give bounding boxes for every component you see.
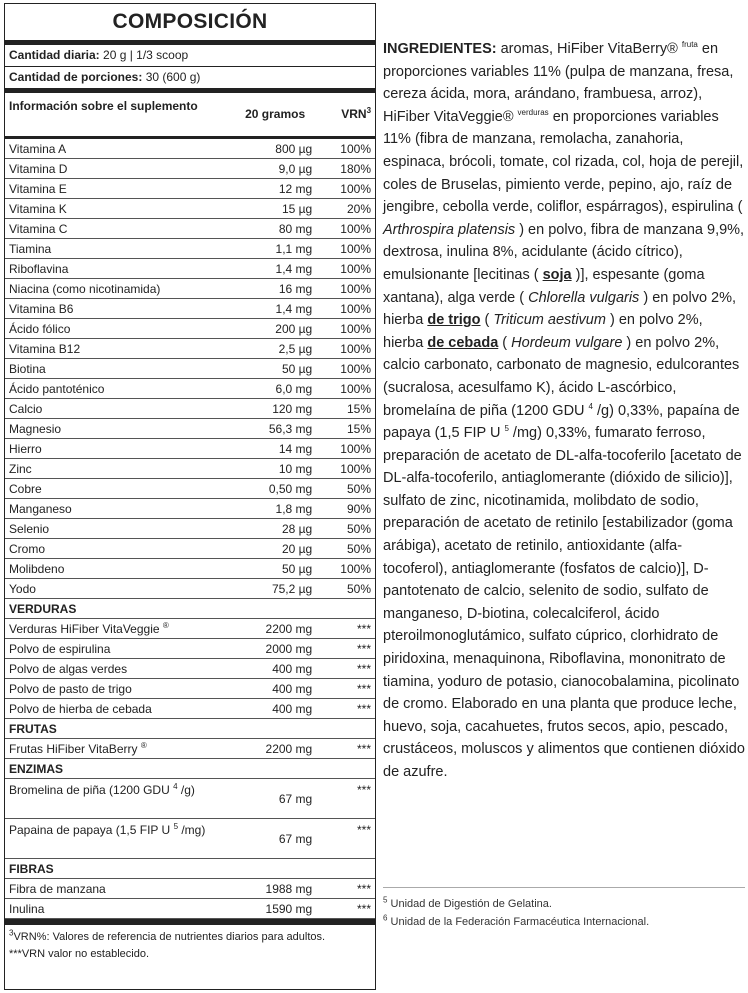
nutrient-vrn: 100% — [340, 142, 371, 156]
footnote-vrn: $^3$VRN%: Valores de referencia de nutrientes diarios para adultos. ***VRN valor no establecido. — [9, 928, 326, 960]
nutrient-amount: 67 mg — [278, 832, 313, 846]
nutrient-vrn: 100% — [340, 322, 371, 336]
table-row — [5, 639, 375, 659]
nutrient-vrn: *** — [356, 662, 371, 676]
nutrient-name: Molibdeno — [9, 562, 65, 576]
table-row — [5, 339, 375, 359]
nutrient-name: Ácido fólico — [9, 322, 71, 336]
table-row — [5, 579, 375, 599]
header-info: Información sobre el suplemento — [9, 99, 198, 113]
nutrient-vrn: 20% — [346, 202, 371, 216]
nutrient-vrn: 50% — [346, 522, 371, 536]
section-fibras: FIBRAS — [5, 859, 375, 879]
nutrient-amount: 2,5 µg — [278, 342, 313, 356]
nutrient-name: Magnesio — [9, 422, 62, 436]
nutrient-name: Bromelina de piña (1200 GDU $^4$ /g) — [9, 782, 195, 797]
nutrient-amount: 20 µg — [281, 542, 313, 556]
enzimas-list — [5, 779, 375, 859]
table-row — [5, 299, 375, 319]
nutrient-vrn: 100% — [340, 462, 371, 476]
footnote-5: $^5$ Unidad de Digestión de Gelatina. — [383, 895, 552, 910]
vitamins-list — [5, 139, 375, 599]
nutrient-amount: 400 mg — [272, 682, 313, 696]
nutrient-name: Vitamina A — [9, 142, 67, 156]
nutrient-amount: 1988 mg — [265, 882, 313, 896]
nutrient-vrn: *** — [356, 702, 371, 716]
table-row — [5, 399, 375, 419]
section-frutas: FRUTAS — [5, 719, 375, 739]
nutrient-amount: 1,4 mg — [275, 262, 313, 276]
nutrient-name: Selenio — [9, 522, 50, 536]
nutrient-amount: 200 µg — [275, 322, 313, 336]
table-row — [5, 459, 375, 479]
nutrient-name: Cromo — [9, 542, 46, 556]
nutrient-name: Inulina — [9, 902, 45, 916]
nutrient-name: Polvo de hierba de cebada — [9, 702, 152, 716]
table-row — [5, 819, 375, 859]
nutrient-amount: 2200 mg — [265, 742, 313, 756]
nutrient-name: Papaina de papaya (1,5 FIP U $^5$ /mg) — [9, 822, 206, 837]
table-row — [5, 419, 375, 439]
table-row — [5, 159, 375, 179]
nutrient-vrn: *** — [356, 682, 371, 696]
nutrient-vrn: 100% — [340, 302, 371, 316]
nutrient-amount: 1,8 mg — [275, 502, 313, 516]
nutrient-name: Niacina (como nicotinamida) — [9, 282, 161, 296]
nutrient-vrn: 100% — [340, 262, 371, 276]
nutrient-amount: 14 mg — [278, 442, 313, 456]
table-row — [5, 359, 375, 379]
nutrient-name: Calcio — [9, 402, 43, 416]
nutrient-amount: 1,1 mg — [275, 242, 313, 256]
nutrient-vrn: 50% — [346, 482, 371, 496]
table-row — [5, 679, 375, 699]
table-row — [5, 199, 375, 219]
nutrient-amount: 0,50 mg — [268, 482, 313, 496]
nutrient-vrn: 100% — [340, 562, 371, 576]
nutrient-vrn: 100% — [340, 182, 371, 196]
servings-amount: Cantidad de porciones: 30 (600 g) — [9, 70, 201, 84]
nutrient-vrn: *** — [356, 823, 371, 837]
header-vrn: VRN$^3$ — [341, 106, 372, 121]
table-row — [5, 779, 375, 819]
nutrient-amount: 1590 mg — [265, 902, 313, 916]
frutas-list — [5, 739, 375, 759]
allergen-cebada: de cebada — [427, 334, 499, 351]
nutrient-name: Polvo de algas verdes — [9, 662, 128, 676]
table-row — [5, 879, 375, 899]
nutrient-amount: 1,4 mg — [275, 302, 313, 316]
nutrient-name: Frutas HiFiber VitaBerry ® — [9, 741, 147, 756]
nutrient-vrn: 100% — [340, 222, 371, 236]
table-row — [5, 659, 375, 679]
allergen-trigo: de trigo — [427, 312, 481, 329]
footnote-divider — [383, 887, 745, 888]
nutrient-vrn: 100% — [340, 382, 371, 396]
verduras-list — [5, 619, 375, 719]
nutrient-vrn: 15% — [346, 422, 371, 436]
nutrient-amount: 56,3 mg — [268, 422, 313, 436]
nutrient-amount: 67 mg — [278, 792, 313, 806]
nutrient-amount: 10 mg — [278, 462, 313, 476]
nutrient-name: Hierro — [9, 442, 42, 456]
table-row — [5, 619, 375, 639]
composition-panel — [4, 3, 376, 990]
table-row — [5, 259, 375, 279]
nutrient-vrn: *** — [356, 882, 371, 896]
nutrient-vrn: *** — [356, 742, 371, 756]
nutrient-name: Riboflavina — [9, 262, 69, 276]
nutrient-name: Ácido pantoténico — [9, 382, 105, 396]
nutrient-amount: 80 mg — [278, 222, 313, 236]
nutrient-vrn: 50% — [346, 582, 371, 596]
nutrient-name: Yodo — [9, 582, 36, 596]
table-row — [5, 179, 375, 199]
nutrient-amount: 2000 mg — [265, 642, 313, 656]
nutrient-amount: 120 mg — [272, 402, 313, 416]
nutrient-amount: 400 mg — [272, 662, 313, 676]
table-row — [5, 239, 375, 259]
table-row — [5, 539, 375, 559]
nutrient-vrn: *** — [356, 902, 371, 916]
nutrient-vrn: 100% — [340, 282, 371, 296]
nutrient-vrn: *** — [356, 642, 371, 656]
table-row — [5, 219, 375, 239]
table-row — [5, 739, 375, 759]
nutrient-amount: 12 mg — [278, 182, 313, 196]
table-row — [5, 319, 375, 339]
nutrient-amount: 28 µg — [281, 522, 313, 536]
nutrient-amount: 6,0 mg — [275, 382, 313, 396]
nutrient-vrn: 50% — [346, 542, 371, 556]
table-row — [5, 899, 375, 919]
nutrient-name: Biotina — [9, 362, 46, 376]
ingredients-text: INGREDIENTES: aromas, HiFiber VitaBerry® $^{fruta}$ en proporciones variables 11% (pulpa de manzana, fresa, cereza ácida, mora, arándano, frambuesa, arroz), HiFiber VitaVeggie® $^{verduras}$ en proporciones variables 11% (fibra de manzana, remolacha, zanahoria, espinaca, brócoli, tomate, col rizada, col, hoja de perejil, coles de Bruselas, pimiento verde, pepino, ajo, raíz de jengibre, cebolla verde, coliflor, espárragos), espirulina ( Arthrospira platensis ) en polvo, fibra de manzana 9,9%, dextrosa, inulina 8%, acidulante (ácido cítrico), emulsionante [lecitinas ( soja )], espesante (goma xantana), alga verde ( Chlorella vulgaris ) en polvo 2%, hierba de trigo ( Triticum aestivum ) en polvo 2%, hierba de cebada ( Hordeum vulgare ) en polvo 2%, calcio carbonato, carbonato de magnesio, edulcorantes (sucralosa, acesulfamo K), ácido L-ascórbico, bromelaína de piña (1200 GDU $^4$ /g) 0,33%, papaína de papaya (1,5 FIP U $^5$ /mg) 0,33%, fumarato ferroso, preparación de acetato de DL-alfa-tocoferilo [acetato de DL-alfa-tocoferilo, antiaglomerante (dióxido de silicio)], sulfato de zinc, nicotinamida, molibdato de sodio, preparación de acetato de retinilo [estabilizador (goma arábiga), acetato de retinilo, antioxidante (alfa-tocoferol), antiaglomerante (fosfatos de calcio)], D-pantotenato de calcio, selenito de sodio, sulfato de manganeso, D-biotina, colecalciferol, ácido pteroilmonoglutámico, sulfato cúprico, clorhidrato de piridoxina, menaquinona, Riboflavina, mononitrato de tiamina, yoduro de potasio, cianocobalamina, picolinato de cromo. Elaborado en una planta que produce leche, huevo, soja, cacahuetes, frutos secos, apio, pescado, crustáceos, moluscos y alimentos que contienen dióxido de azufre. — [383, 40, 745, 780]
nutrient-vrn: 90% — [346, 502, 371, 516]
daily-amount: Cantidad diaria: 20 g | 1/3 scoop — [9, 48, 189, 62]
nutrient-name: Fibra de manzana — [9, 882, 106, 896]
section-verduras: VERDURAS — [5, 599, 375, 619]
table-row — [5, 699, 375, 719]
nutrient-vrn: 100% — [340, 362, 371, 376]
nutrient-amount: 400 mg — [272, 702, 313, 716]
fibras-list — [5, 879, 375, 919]
nutrient-vrn: 100% — [340, 342, 371, 356]
table-row — [5, 439, 375, 459]
nutrient-name: Polvo de pasto de trigo — [9, 682, 132, 696]
nutrient-name: Vitamina K — [9, 202, 67, 216]
nutrient-name: Vitamina E — [9, 182, 67, 196]
nutrient-amount: 15 µg — [281, 202, 313, 216]
nutrient-vrn: 100% — [340, 442, 371, 456]
nutrient-name: Vitamina D — [9, 162, 68, 176]
nutrient-amount: 75,2 µg — [271, 582, 313, 596]
nutrient-name: Tiamina — [9, 242, 52, 256]
nutrient-vrn: 100% — [340, 242, 371, 256]
table-row — [5, 139, 375, 159]
nutrient-name: Polvo de espirulina — [9, 642, 111, 656]
table-header — [5, 93, 375, 136]
nutrient-amount: 16 mg — [278, 282, 313, 296]
nutrient-vrn: 15% — [346, 402, 371, 416]
table-row — [5, 279, 375, 299]
nutrient-name: Vitamina B12 — [9, 342, 81, 356]
nutrient-name: Vitamina C — [9, 222, 68, 236]
nutrient-name: Cobre — [9, 482, 42, 496]
table-row — [5, 379, 375, 399]
nutrient-amount: 50 µg — [281, 362, 313, 376]
nutrient-amount: 50 µg — [281, 562, 313, 576]
nutrient-name: Verduras HiFiber VitaVeggie ® — [9, 621, 169, 636]
table-row — [5, 559, 375, 579]
allergen-soja: soja — [542, 266, 572, 283]
nutrient-vrn: *** — [356, 783, 371, 797]
nutrient-amount: 800 µg — [275, 142, 313, 156]
section-enzimas: ENZIMAS — [5, 759, 375, 779]
nutrient-name: Zinc — [9, 462, 32, 476]
panel-title: COMPOSICIÓN — [112, 10, 268, 33]
table-row — [5, 519, 375, 539]
nutrient-name: Manganeso — [9, 502, 72, 516]
table-row — [5, 479, 375, 499]
nutrient-amount: 2200 mg — [265, 622, 313, 636]
nutrient-amount: 9,0 µg — [278, 162, 313, 176]
table-row — [5, 499, 375, 519]
nutrient-name: Vitamina B6 — [9, 302, 74, 316]
nutrient-vrn: 180% — [340, 162, 371, 176]
header-amount: 20 gramos — [245, 107, 306, 121]
footnote-6: $^6$ Unidad de la Federación Farmacéutica Internacional. — [383, 913, 650, 928]
nutrient-vrn: *** — [356, 622, 371, 636]
